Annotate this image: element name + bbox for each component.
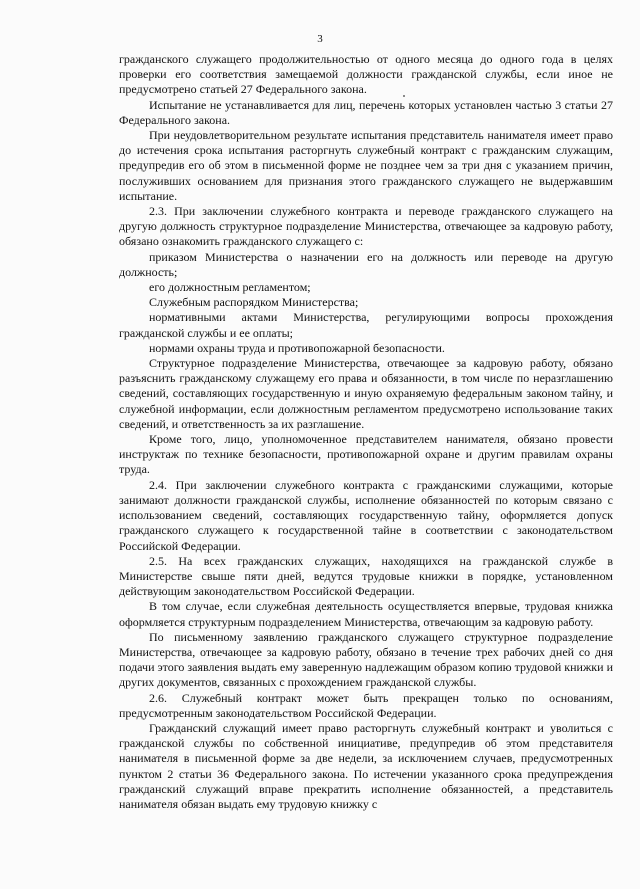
paragraph-clause-2-5: 2.5. На всех гражданских служащих, находящихся на гражданской службе в Министерстве свыше пяти дней, ведутся трудовые книжки в порядке, установленном действующим законодательством Российской Федерации. <box>119 553 613 599</box>
paragraph-clause-2-3: 2.3. При заключении служебного контракта и переводе гражданского служащего на другую должность структурное подразделение Министерства, отвечающее за кадровую работу, обязано ознакомить гражданского служащего с: <box>119 204 613 249</box>
paragraph-resignation: Гражданский служащий имеет право расторгнуть служебный контракт и уволиться с гражданской службы по собственной инициативе, предупредив об этом представителя нанимателя в письменной форме за две недели, за исключением случаев, предусмотренных пунктом 2 статьи 36 Федерального закона. По истечении указанного срока предупреждения гражданский служащий вправе прекратить исполнение обязанностей, а представитель нанимателя обязан выдать ему трудовую книжку с <box>119 720 613 811</box>
paragraph-continuation: гражданского служащего продолжительностью от одного месяца до одного года в целях проверки его соответствия замещаемой должности гражданской службы, если иное не предусмотрено статьей 27 Федерального закона. <box>119 52 613 97</box>
paragraph-probation-result: При неудовлетворительном результате испытания представитель нанимателя имеет право до истечения срока испытания расторгнуть служебный контракт с гражданским служащим, предупредив его об этом в письменной форме не позднее чем за три дня с указанием причин, послуживших основанием для признания этого гражданского служащего не выдержавшим испытание. <box>119 128 613 203</box>
document-body <box>119 52 613 812</box>
paragraph-rights-explanation: Структурное подразделение Министерства, отвечающее за кадровую работу, обязано разъяснить гражданскому служащему его права и обязанности, в том числе по неразглашению сведений, составляющих государственную и иную охраняемую федеральным законом тайну, и служебной информации, если должностным регламентом предусмотрено использование таких сведений, и ответственность за их разглашение. <box>119 356 613 431</box>
page-number: 3 <box>317 33 323 45</box>
list-item-appointment-order: приказом Министерства о назначении его на должность или переводе на другую должность; <box>119 249 613 279</box>
paragraph-probation-exemption: Испытание не устанавливается для лиц, перечень которых установлен частью 3 статьи 27 Федерального закона. <box>119 97 613 127</box>
paragraph-written-request: По письменному заявлению гражданского служащего структурное подразделение Министерства, отвечающее за кадровую работу, обязано в течение трех рабочих дней со дня подачи этого заявления выдать ему заверенную надлежащим образом копию трудовой книжки и других документов, связанных с прохождением гражданской службы. <box>119 629 613 690</box>
list-item-normative-acts: нормативными актами Министерства, регулирующими вопросы прохождения гражданской службы и ее оплаты; <box>119 310 613 340</box>
paragraph-clause-2-4: 2.4. При заключении служебного контракта с гражданскими служащими, которые занимают должности гражданской службы, исполнение обязанностей по которым связано с использованием сведений, составляющих государственную тайну, оформляется допуск гражданского служащего к государственной тайне в соответствии с законодательством Российской Федерации. <box>119 477 613 553</box>
list-item-service-schedule: Служебным распорядком Министерства; <box>149 295 359 310</box>
paragraph-first-employment: В том случае, если служебная деятельность осуществляется впервые, трудовая книжка оформляется структурным подразделением Министерства, отвечающим за кадровую работу. <box>119 599 613 629</box>
list-item-safety-norms: нормами охраны труда и противопожарной безопасности. <box>149 340 445 355</box>
paragraph-clause-2-6: 2.6. Служебный контракт может быть прекращен только по основаниям, предусмотренным законодательством Российской Федерации. <box>119 690 613 720</box>
list-item-job-regulations: его должностным регламентом; <box>149 280 311 295</box>
scan-speck <box>403 95 405 97</box>
paragraph-safety-briefing: Кроме того, лицо, уполномоченное представителем нанимателя, обязано провести инструктаж по технике безопасности, противопожарной охране и другим правилам охраны труда. <box>119 432 613 477</box>
